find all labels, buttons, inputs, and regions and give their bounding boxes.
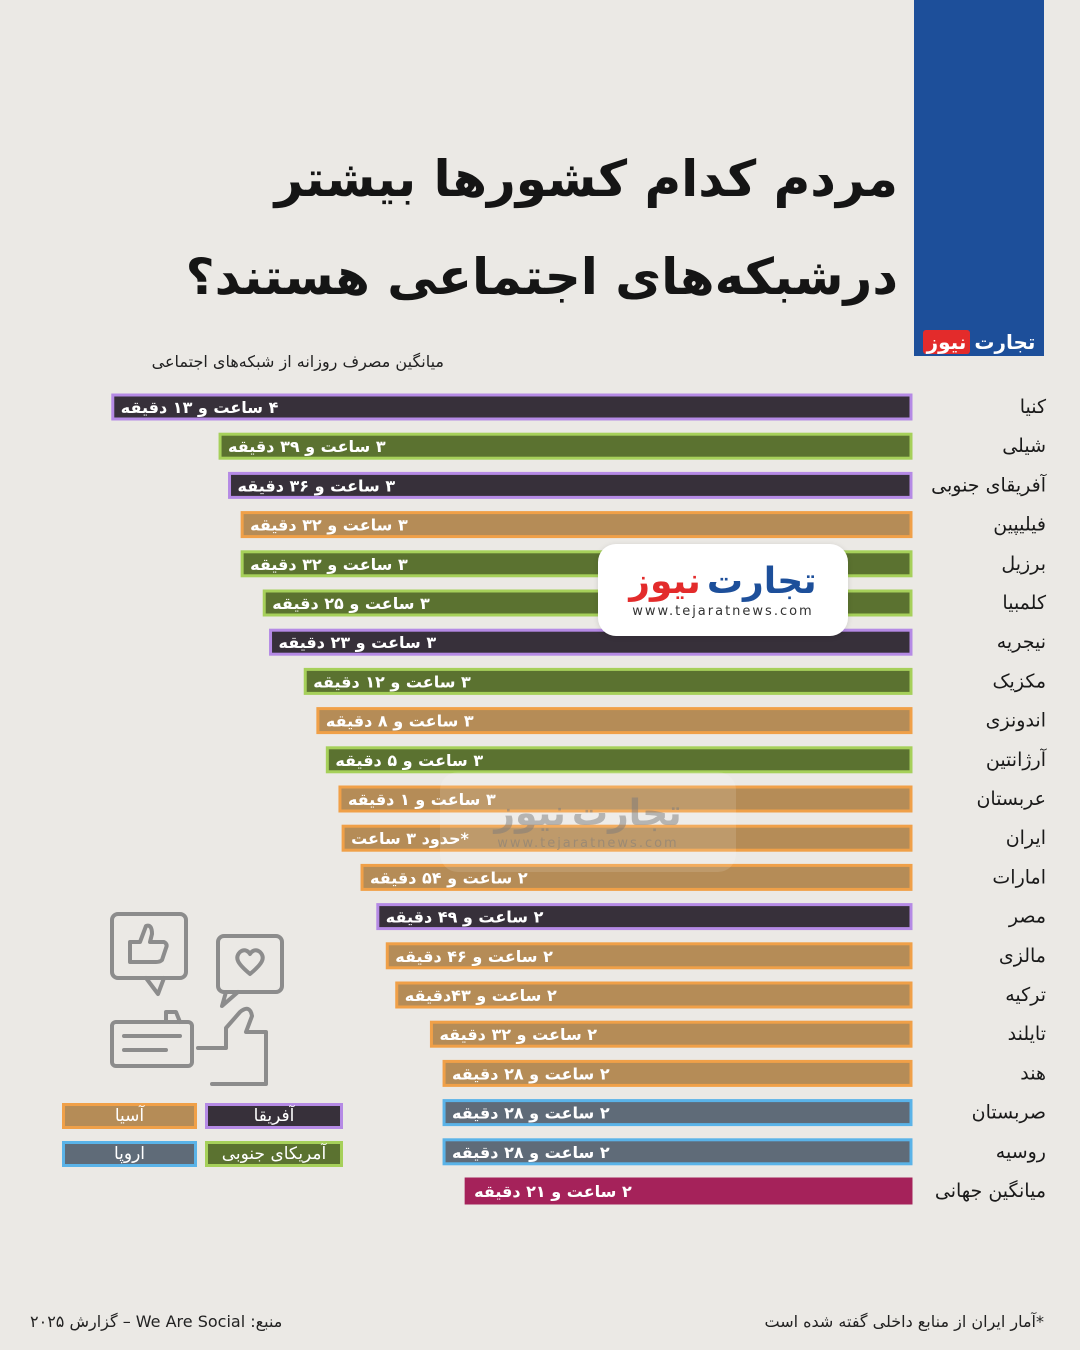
category-label: نیجریه bbox=[996, 631, 1046, 654]
bar-value-label: ۲ ساعت و ۴۳دقیقه bbox=[404, 986, 557, 1005]
bar-value-label: ۲ ساعت و ۳۲ دقیقه bbox=[439, 1025, 598, 1045]
watermark-ghost bbox=[440, 772, 736, 872]
bar-value-label: ۴ ساعت و ۱۳ دقیقه bbox=[120, 398, 279, 417]
title-line-1: مردم کدام کشورها بیشتر bbox=[274, 150, 898, 208]
source-note: منبع: We Are Social – گزارش ۲۰۲۵ bbox=[30, 1312, 283, 1331]
category-label: کلمبیا bbox=[1002, 592, 1046, 614]
bar-value-label: ۲ ساعت و ۴۹ دقیقه bbox=[385, 907, 544, 927]
bar-value-label: ۳ ساعت و ۲۵ دقیقه bbox=[272, 594, 430, 613]
social-media-icon bbox=[106, 908, 286, 1088]
category-label: برزیل bbox=[1001, 552, 1046, 575]
watermark-ghost-part2: نیوز bbox=[494, 793, 566, 834]
watermark-brand bbox=[629, 561, 816, 602]
watermark-brand-part1: تجارت bbox=[706, 561, 817, 602]
bar-value-label: ۲ ساعت و ۲۸ دقیقه bbox=[452, 1064, 610, 1084]
category-label: فیلیپین bbox=[993, 513, 1046, 536]
bar-value-label: ۳ ساعت و ۲۳ دقیقه bbox=[278, 633, 437, 653]
footnote: *آمار ایران از منابع داخلی گفته شده است bbox=[764, 1312, 1044, 1331]
category-label: مالزی bbox=[998, 944, 1046, 967]
category-label: کنیا bbox=[1019, 396, 1046, 418]
chart-subtitle: میانگین مصرف روزانه از شبکه‌های اجتماعی bbox=[151, 352, 444, 371]
legend-europe: اروپا bbox=[62, 1141, 197, 1167]
watermark-ghost-url: www.tejaratnews.com bbox=[497, 836, 679, 851]
bar-value-label: ۳ ساعت و ۱۲ دقیقه bbox=[313, 672, 471, 692]
bar-value-label: ۳ ساعت و ۳۲ دقیقه bbox=[250, 554, 408, 574]
category-label: میانگین جهانی bbox=[934, 1180, 1046, 1202]
bar-value-label: ۳ ساعت و ۸ دقیقه bbox=[325, 711, 474, 731]
category-label: ترکیه bbox=[1005, 984, 1046, 1006]
bar-value-label: ۲ ساعت و ۲۸ دقیقه bbox=[452, 1103, 610, 1123]
category-label: اندونزی bbox=[985, 709, 1046, 732]
bar-value-label: ۳ ساعت و ۳۹ دقیقه bbox=[228, 437, 386, 457]
bar-value-label: ۲ ساعت و ۲۱ دقیقه bbox=[474, 1182, 632, 1201]
watermark-card bbox=[598, 544, 848, 636]
legend-asia: آسیا bbox=[62, 1103, 197, 1129]
category-label: صربستان bbox=[971, 1101, 1046, 1124]
category-label: شیلی bbox=[1002, 435, 1046, 458]
category-label: مکزیک bbox=[992, 670, 1046, 693]
bar-value-label: ۲ ساعت و ۴۶ دقیقه bbox=[395, 946, 553, 966]
legend-africa: آفریقا bbox=[205, 1103, 343, 1129]
category-label: هند bbox=[1020, 1062, 1046, 1085]
bar-value-label: ۳ ساعت و ۳۲ دقیقه bbox=[250, 515, 408, 535]
brand-logo-part2: نیوز bbox=[923, 330, 971, 354]
category-label: مصر bbox=[1008, 905, 1046, 928]
category-label: روسیه bbox=[995, 1140, 1046, 1163]
title-line-2: درشبکه‌های اجتماعی هستند؟ bbox=[185, 248, 898, 306]
bar-value-label: ۳ ساعت و ۳۶ دقیقه bbox=[237, 476, 396, 496]
bar-value-label: ۳ ساعت و ۱ دقیقه bbox=[347, 790, 496, 809]
watermark-ghost-brand bbox=[494, 793, 681, 834]
category-label: امارات bbox=[992, 866, 1046, 889]
watermark-url: www.tejaratnews.com bbox=[632, 604, 814, 619]
legend-south-america: آمریکای جنوبی bbox=[205, 1141, 343, 1167]
category-label: ایران bbox=[1005, 827, 1046, 850]
category-label: عربستان bbox=[976, 788, 1046, 810]
category-label: تایلند bbox=[1007, 1023, 1046, 1046]
category-label: آفریقای جنوبی bbox=[931, 474, 1046, 497]
watermark-ghost-part1: تجارت bbox=[571, 793, 682, 834]
watermark-brand-part2: نیوز bbox=[629, 561, 701, 602]
category-label: آرژانتین bbox=[985, 748, 1046, 771]
bar-value-label: ۲ ساعت و ۵۴ دقیقه bbox=[370, 868, 528, 888]
brand-logo-part1: تجارت bbox=[974, 330, 1036, 354]
bar-value-label: ۳ ساعت و ۵ دقیقه bbox=[335, 750, 484, 770]
bar-value-label: *حدود ۳ ساعت bbox=[351, 829, 469, 849]
bar-value-label: ۲ ساعت و ۲۸ دقیقه bbox=[452, 1142, 610, 1162]
